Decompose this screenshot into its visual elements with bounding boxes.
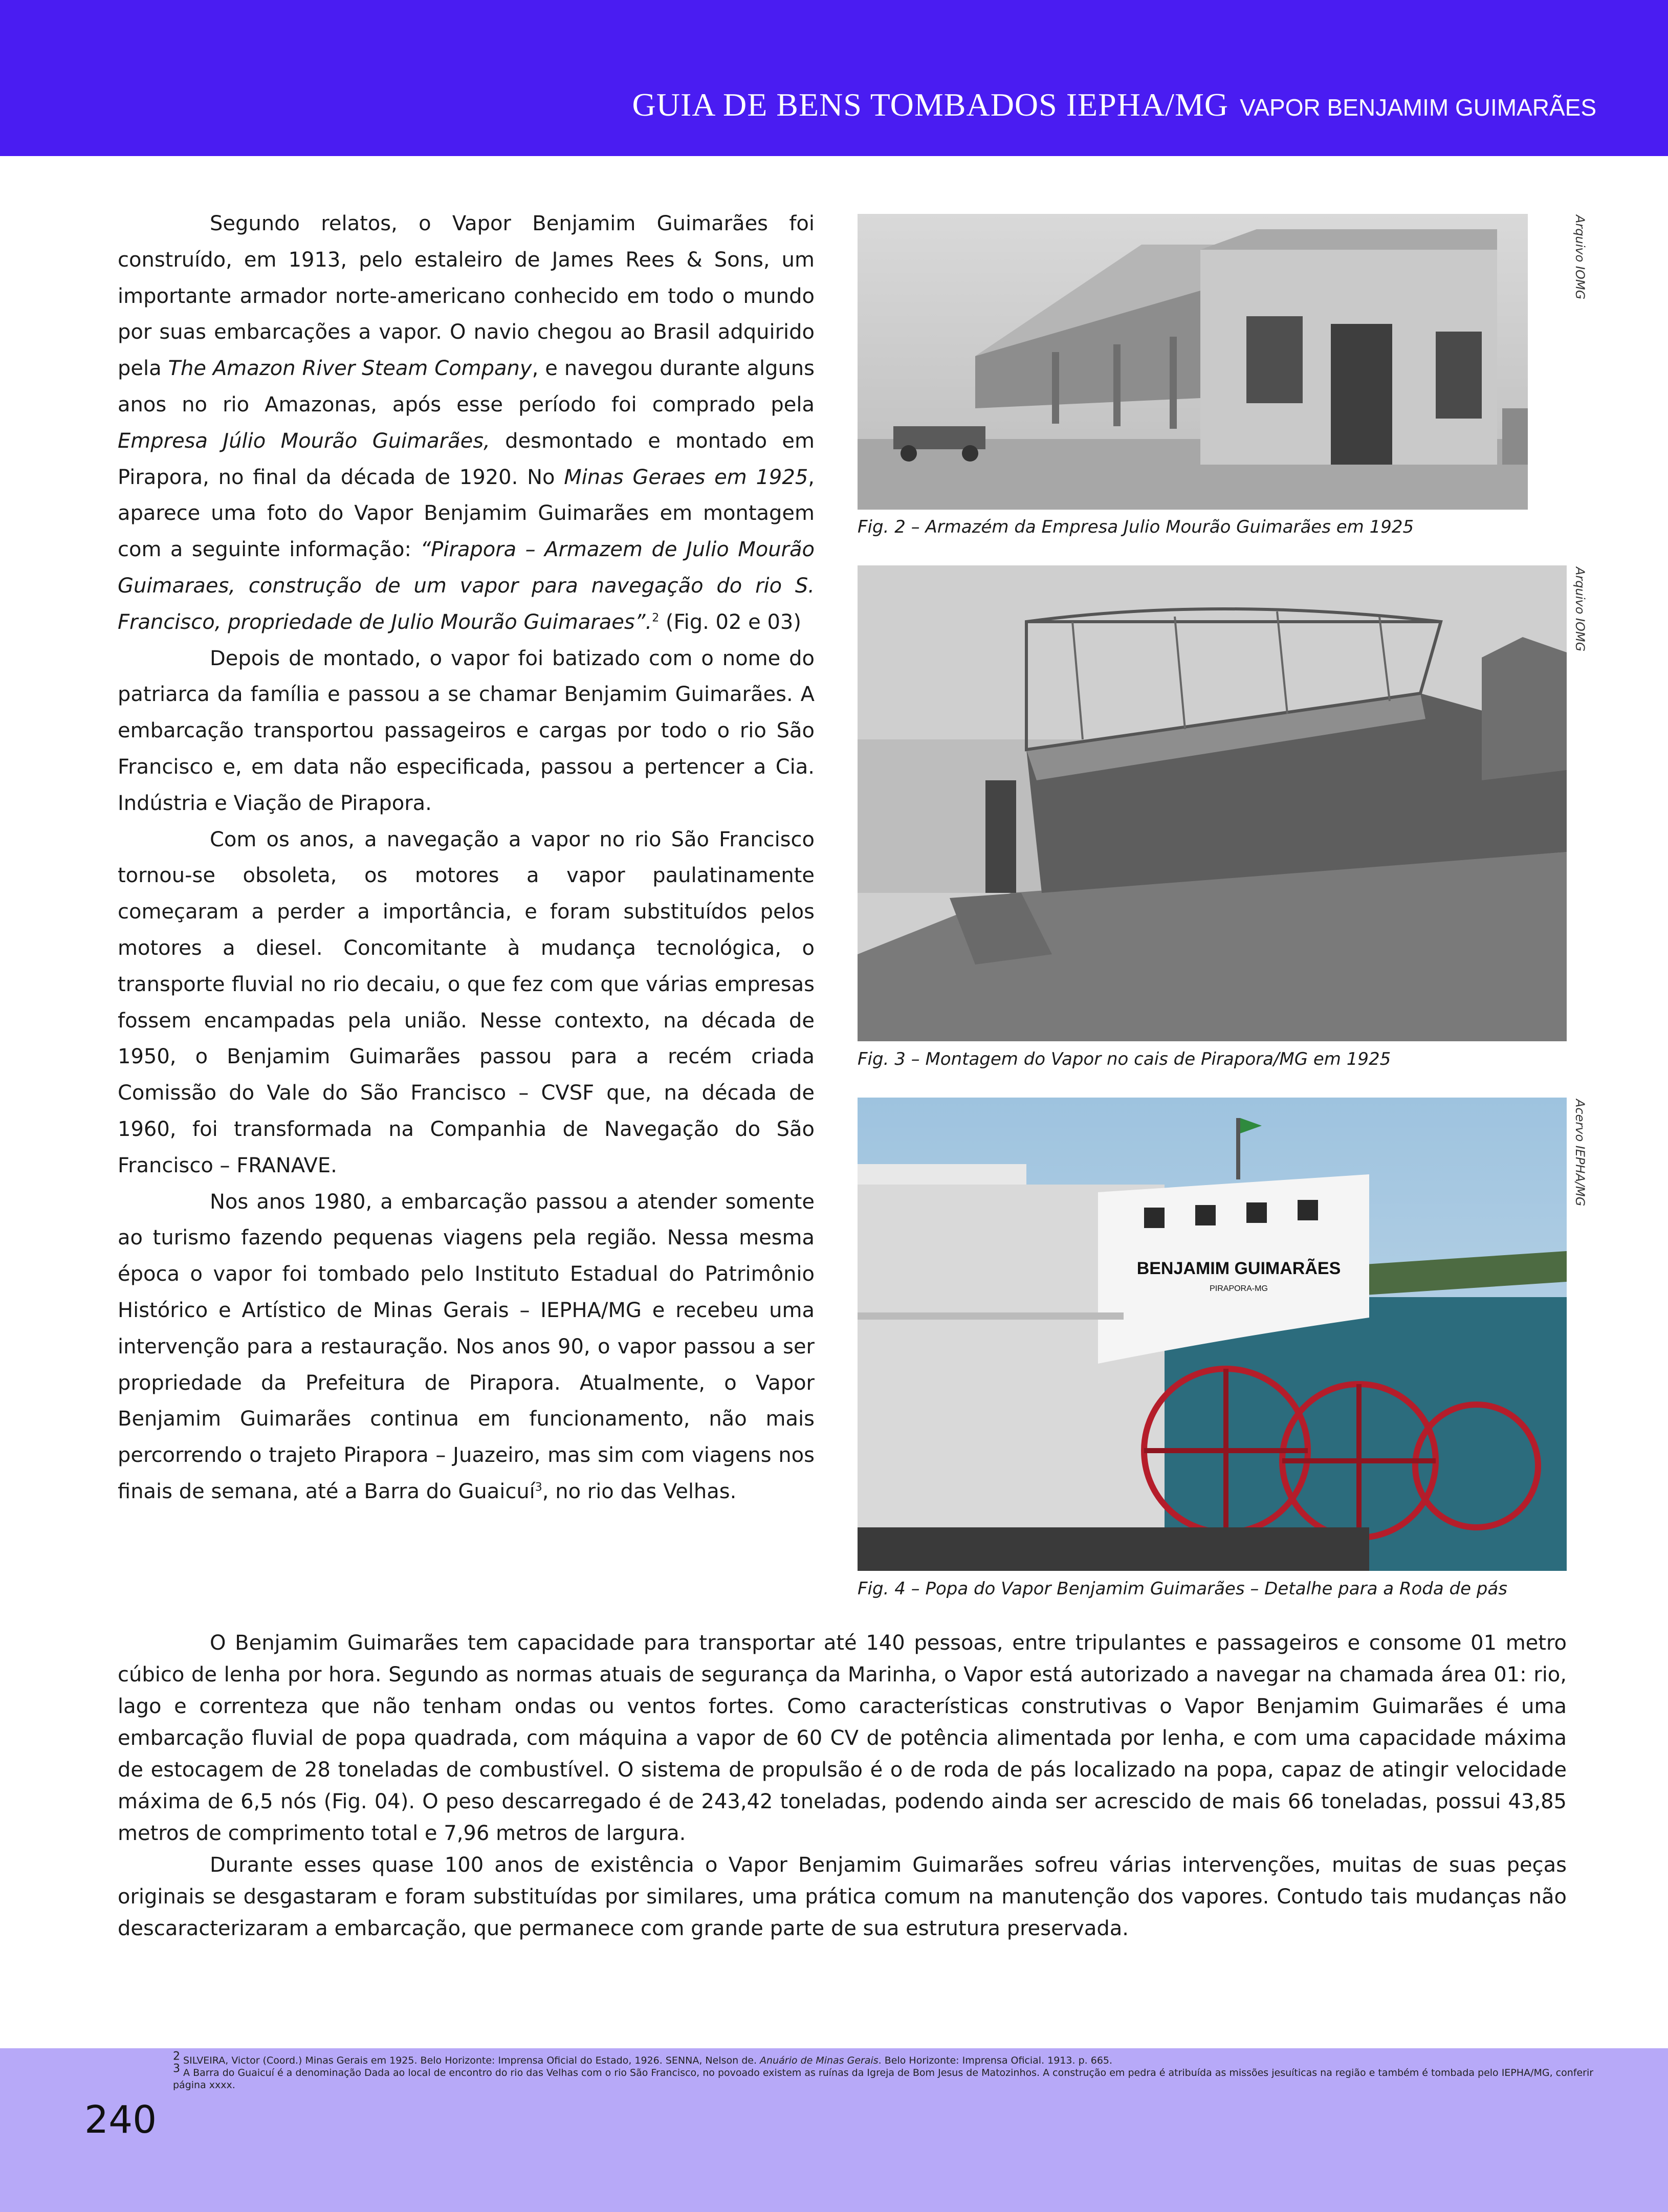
figure-caption: Fig. 3 – Montagem do Vapor no cais de Pirapora/MG em 1925 bbox=[858, 1049, 1391, 1069]
photo-credit: Arquivo IOMG bbox=[1573, 215, 1587, 300]
footnote-ref[interactable]: 3 bbox=[535, 1481, 542, 1494]
assembly-photo bbox=[858, 565, 1567, 1041]
paragraph: Depois de montado, o vapor foi batizado com o nome do patriarca da família e passou a se chamar Benjamim Guimarães. A embarcação transportou passageiros e cargas por todo o rio São Francisco e, em data não especificada, passou a pertencer a Cia. Indústria e Viação de Pirapora. bbox=[118, 646, 815, 815]
photo-credit: Acervo IEPHA/MG bbox=[1573, 1099, 1587, 1207]
footnote: $^2$ SILVEIRA, Victor (Coord.) Minas Gerais em 1925. Belo Horizonte: Imprensa Oficial do Estado, 1926. SENNA, Nelson de. Anuário de Minas Gerais. Belo Horizonte: Imprensa Oficial. 1913. p. 665. bbox=[173, 2050, 1113, 2066]
page-number: 240 bbox=[84, 2098, 157, 2142]
figure-caption: Fig. 2 – Armazém da Empresa Julio Mourão Guimarães em 1925 bbox=[858, 517, 1414, 537]
header-title bbox=[632, 86, 1596, 124]
paragraph: Com os anos, a navegação a vapor no rio São Francisco tornou-se obsoleta, os motores a vapor paulatinamente começaram a perder a importância, e foram substituídos pelos motores a diesel. Concomitante à mudança tecnológica, o transporte fluvial no rio decaiu, o que fez com que várias empresas fossem encampadas pela união. Nesse contexto, na década de 1950, o Benjamim Guimarães passou para a recém criada Comissão do Vale do São Francisco – CVSF que, na década de 1960, foi transformada na Companhia de Navegação do São Francisco – FRANAVE. bbox=[118, 827, 815, 1177]
paragraph: Segundo relatos, o Vapor Benjamim Guimarães foi construído, em 1913, pelo estaleiro de James Rees & Sons, um importante armador norte-americano conhecido em todo o mundo por suas embarcações a vapor. O navio chegou ao Brasil adquirido pela The Amazon River Steam Company, e navegou durante alguns anos no rio Amazonas, após esse período foi comprado pela Empresa Júlio Mourão Guimarães, desmontado e montado em Pirapora, no final da década de 1920. No Minas Geraes em 1925, aparece uma foto do Vapor Benjamim Guimarães em montagem com a seguinte informação: “Pirapora – Armazem de Julio Mourão Guimaraes, construção de um vapor para navegação do rio S. Francisco, propriedade de Julio Mourão Guimaraes”.$^2$ (Fig. 02 e 03) bbox=[118, 212, 815, 634]
boat-home-label: PIRAPORA-MG bbox=[1210, 1284, 1268, 1293]
footnote: $^3$ A Barra do Guaicuí é a denominação Dada ao local de encontro do rio das Velhas com o rio São Francisco, no povoado existem as ruínas da Igreja de Bom Jesus de Matozinhos. A construção em pedra é atribuída as missões jesuíticas na região e também é tombada pelo IEPHA/MG, conferir página xxxx. bbox=[173, 2062, 1594, 2091]
section-title: VAPOR BENJAMIM GUIMARÃES bbox=[1240, 94, 1596, 121]
boat-name-label: BENJAMIM GUIMARÃES bbox=[1136, 1259, 1341, 1278]
page-header bbox=[0, 0, 1668, 156]
photo-credit: Arquivo IOMG bbox=[1573, 567, 1587, 652]
figure-caption: Fig. 4 – Popa do Vapor Benjamim Guimarães – Detalhe para a Roda de pás bbox=[858, 1579, 1507, 1599]
paragraph: Nos anos 1980, a embarcação passou a atender somente ao turismo fazendo pequenas viagens pela região. Nessa mesma época o vapor foi tombado pelo Instituto Estadual do Patrimônio Histórico e Artístico de Minas Gerais – IEPHA/MG e recebeu uma intervenção para a restauração. Nos anos 90, o vapor passou a ser propriedade da Prefeitura de Pirapora. Atualmente, o Vapor Benjamim Guimarães continua em funcionamento, não mais percorrendo o trajeto Pirapora – Juazeiro, mas sim com viagens nos finais de semana, até a Barra do Guaicuí$^3$, no rio das Velhas. bbox=[118, 1190, 815, 1503]
footnotes bbox=[173, 2050, 1600, 2091]
publication-title: GUIA DE BENS TOMBADOS IEPHA/MG bbox=[632, 86, 1229, 123]
warehouse-photo bbox=[858, 214, 1528, 510]
paragraph: O Benjamim Guimarães tem capacidade para transportar até 140 pessoas, entre tripulantes e passageiros e consome 01 metro cúbico de lenha por hora. Segundo as normas atuais de segurança da Marinha, o Vapor está autorizado a navegar na chamada área 01: rio, lago e correnteza que não tenham ondas ou ventos fortes. Como características construtivas o Vapor Benjamim Guimarães é uma embarcação fluvial de popa quadrada, com máquina a vapor de 60 CV de potência alimentada por lenha, e com uma capacidade máxima de estocagem de 28 toneladas de combustível. O sistema de propulsão é o de roda de pás localizado na popa, capaz de atingir velocidade máxima de 6,5 nós (Fig. 04). O peso descarregado é de 243,42 toneladas, podendo ainda ser acrescido de mais 66 toneladas, possui 43,85 metros de comprimento total e 7,96 metros de largura. bbox=[118, 1631, 1567, 1845]
stern-photo bbox=[858, 1098, 1567, 1571]
full-width-text bbox=[118, 1627, 1567, 1944]
paragraph: Durante esses quase 100 anos de existência o Vapor Benjamim Guimarães sofreu várias intervenções, muitas de suas peças originais se desgastaram e foram substituídas por similares, uma prática comum na manutenção dos vapores. Contudo tais mudanças não descaracterizaram a embarcação, que permanece com grande parte de sua estrutura preservada. bbox=[118, 1853, 1567, 1940]
footnote-ref[interactable]: 2 bbox=[652, 611, 660, 625]
left-text-column bbox=[118, 206, 815, 1510]
